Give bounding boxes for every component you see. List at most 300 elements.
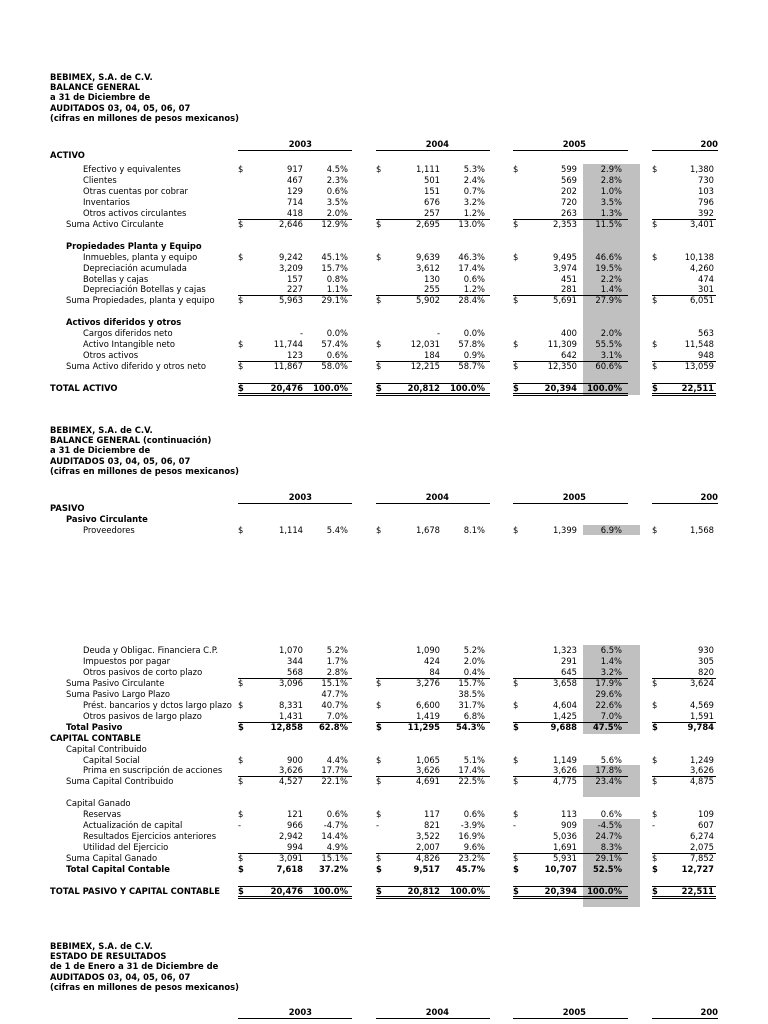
cell-value: 10,707 <box>544 864 577 874</box>
currency-symbol: $ <box>376 361 382 372</box>
cell-percent: 14.4% <box>321 831 348 842</box>
cell-value: 1,431 <box>279 710 303 721</box>
currency-symbol: $ <box>376 218 382 229</box>
currency-symbol: $ <box>652 699 658 710</box>
row-label: Suma Capital Contribuido <box>66 776 174 787</box>
cell-percent: 3.5% <box>326 196 348 207</box>
cell-value: 12,031 <box>410 339 440 350</box>
cell-percent: 47.5% <box>592 721 622 732</box>
resultados-year-200: 200 <box>700 1007 718 1017</box>
currency-symbol: $ <box>652 383 658 393</box>
cell-value: 129 <box>287 185 303 196</box>
row-label: Suma Pasivo Circulante <box>66 677 165 688</box>
section-title: ACTIVO <box>50 150 85 160</box>
cell-value: 227 <box>287 284 303 295</box>
header-units: (cifras en millones de pesos mexicanos) <box>50 981 239 992</box>
header-company: BEBIMEX, S.A. de C.V. <box>50 941 153 951</box>
cell-percent: 6.8% <box>463 710 485 721</box>
sum-rule <box>513 776 628 777</box>
row-label: Prést. bancarios y dctos largo plazo <box>83 699 232 710</box>
currency-symbol: $ <box>376 853 382 864</box>
currency-symbol: $ <box>652 853 658 864</box>
currency-symbol: $ <box>238 339 244 350</box>
sum-rule <box>513 886 628 887</box>
cell-value: 4,569 <box>690 699 714 710</box>
sum-rule <box>238 678 352 679</box>
cell-percent: 100.0% <box>450 383 485 393</box>
row-label: Suma Propiedades, planta y equipo <box>66 295 215 306</box>
cell-value: 1,419 <box>416 710 440 721</box>
sum-rule <box>652 678 716 679</box>
sum-rule <box>238 853 352 854</box>
total-rule <box>238 898 352 899</box>
cell-value: 9,688 <box>550 721 577 732</box>
cell-percent: 0.6% <box>326 350 348 361</box>
resultados-year-rule <box>376 1018 490 1019</box>
cell-percent: 9.6% <box>463 842 485 853</box>
currency-symbol: $ <box>238 383 244 393</box>
cell-value: 5,902 <box>416 295 440 306</box>
cell-percent: 45.1% <box>321 251 348 262</box>
currency-symbol: $ <box>376 864 382 874</box>
cell-value: 11,867 <box>273 361 303 372</box>
row-label: Otras cuentas por cobrar <box>83 185 188 196</box>
header-title: BALANCE GENERAL (continuación) <box>50 435 212 446</box>
cell-value: - <box>299 328 303 339</box>
cell-value: 474 <box>698 273 714 284</box>
cell-value: 3,626 <box>690 765 714 776</box>
currency-symbol: $ <box>513 699 519 710</box>
cell-percent: 62.8% <box>318 721 348 732</box>
cell-value: 4,604 <box>553 699 577 710</box>
currency-symbol: $ <box>376 776 382 787</box>
sum-rule <box>376 776 490 777</box>
activo-year-rule <box>652 150 718 151</box>
cell-value: 157 <box>287 273 303 284</box>
row-label: Prima en suscripción de acciones <box>83 765 223 776</box>
sum-rule <box>376 886 490 887</box>
cell-value: 10,138 <box>684 251 714 262</box>
cell-value: 820 <box>698 666 714 677</box>
pasivo-year-rule <box>376 503 490 504</box>
currency-symbol: $ <box>513 809 519 820</box>
currency-symbol: $ <box>376 699 382 710</box>
cell-percent: 29.1% <box>595 853 622 864</box>
header-title: BALANCE GENERAL <box>50 82 141 93</box>
cell-value: 3,624 <box>690 677 714 688</box>
cell-percent: 3.5% <box>600 196 622 207</box>
cell-value: 4,691 <box>416 776 440 787</box>
activo-year-rule <box>513 150 628 151</box>
currency-symbol: $ <box>238 164 244 174</box>
cell-value: 9,495 <box>553 251 577 262</box>
header-date: a 31 de Diciembre de <box>50 92 151 103</box>
sum-rule <box>238 722 352 723</box>
currency-symbol: $ <box>513 164 519 174</box>
sum-rule <box>652 383 716 384</box>
cell-percent: 60.6% <box>595 361 622 372</box>
cell-percent: 3.2% <box>463 196 485 207</box>
header-audited: AUDITADOS 03, 04, 05, 06, 07 <box>50 455 191 466</box>
cell-percent: 7.0% <box>326 710 348 721</box>
cell-value: 1,065 <box>416 754 440 765</box>
row-label: Otros activos <box>83 350 139 361</box>
sum-rule <box>376 219 490 220</box>
cell-percent: 100.0% <box>587 383 622 393</box>
currency-symbol: $ <box>238 218 244 229</box>
row-label: Inmuebles, planta y equipo <box>83 251 198 262</box>
row-label: Activos diferidos y otros <box>66 317 182 328</box>
cell-value: 607 <box>698 820 714 831</box>
cell-value: 796 <box>698 196 714 207</box>
sum-rule <box>513 219 628 220</box>
cell-value: 2,075 <box>690 842 714 853</box>
sum-rule <box>376 678 490 679</box>
currency-symbol: $ <box>513 754 519 765</box>
sum-rule <box>652 361 716 362</box>
cell-value: 1,090 <box>416 645 440 655</box>
cell-percent: 13.0% <box>458 218 485 229</box>
row-label: Clientes <box>83 174 117 185</box>
cell-value: 4,260 <box>690 262 714 273</box>
cell-value: 3,626 <box>553 765 577 776</box>
cell-value: 7,852 <box>690 853 714 864</box>
cell-percent: 17.4% <box>458 262 485 273</box>
cell-percent: 2.8% <box>600 174 622 185</box>
currency-symbol: $ <box>376 251 382 262</box>
cell-percent: 0.6% <box>600 809 622 820</box>
cell-percent: 0.6% <box>463 809 485 820</box>
currency-symbol: $ <box>238 864 244 874</box>
cell-percent: 29.6% <box>595 688 622 699</box>
row-label: Propiedades Planta y Equipo <box>66 240 202 251</box>
cell-value: 1,149 <box>553 754 577 765</box>
cell-percent: 5.1% <box>463 754 485 765</box>
cell-value: 720 <box>561 196 577 207</box>
row-label: Suma Activo diferido y otros neto <box>66 361 207 372</box>
cell-percent: 5.2% <box>463 645 485 655</box>
cell-value: 1,568 <box>690 525 714 535</box>
currency-symbol: $ <box>652 721 658 732</box>
row-label: Otros pasivos de corto plazo <box>83 666 203 677</box>
cell-value: 418 <box>287 207 303 218</box>
cell-value: 22,511 <box>681 885 714 896</box>
sum-rule <box>238 361 352 362</box>
row-label: Otros pasivos de largo plazo <box>83 710 202 721</box>
cell-percent: 58.0% <box>321 361 348 372</box>
cell-value: 20,394 <box>544 885 577 896</box>
row-label: Actualización de capital <box>83 820 183 831</box>
cell-value: 4,826 <box>416 853 440 864</box>
activo-year-2004: 2004 <box>425 139 449 149</box>
currency-symbol: $ <box>376 525 382 535</box>
cell-percent: 2.0% <box>326 207 348 218</box>
currency-symbol: $ <box>513 525 519 535</box>
cell-value: 4,875 <box>690 776 714 787</box>
sum-rule <box>652 295 716 296</box>
cell-value: 291 <box>561 655 577 666</box>
currency-symbol: $ <box>513 218 519 229</box>
currency-symbol: $ <box>376 339 382 350</box>
row-label: Impuestos por pagar <box>83 655 171 666</box>
row-label: TOTAL ACTIVO <box>50 383 118 393</box>
cell-value: 3,209 <box>279 262 303 273</box>
cell-value: 1,425 <box>553 710 577 721</box>
cell-percent: 8.1% <box>463 525 485 535</box>
cell-value: 1,114 <box>279 525 303 535</box>
row-label: Capital Contribuido <box>66 743 147 754</box>
header-date: de 1 de Enero a 31 de Diciembre de <box>50 961 219 972</box>
cell-percent: 16.9% <box>458 831 485 842</box>
cell-value: 305 <box>698 655 714 666</box>
pasivo-year-2004: 2004 <box>425 492 449 502</box>
cell-value: 84 <box>429 666 440 677</box>
cell-value: 109 <box>698 809 714 820</box>
cell-value: 3,974 <box>553 262 577 273</box>
cell-value: 2,353 <box>553 218 577 229</box>
row-label: Total Pasivo <box>66 721 123 732</box>
sum-rule <box>652 853 716 854</box>
sum-rule <box>513 853 628 854</box>
cell-percent: 5.4% <box>326 525 348 535</box>
cell-percent: 40.7% <box>321 699 348 710</box>
header-units: (cifras en millones de pesos mexicanos) <box>50 112 239 123</box>
row-label: Suma Pasivo Largo Plazo <box>66 688 171 699</box>
currency-symbol: $ <box>652 864 658 874</box>
cell-value: 966 <box>287 820 303 831</box>
cell-value: 714 <box>287 196 303 207</box>
cell-percent: 19.5% <box>595 262 622 273</box>
header-audited: AUDITADOS 03, 04, 05, 06, 07 <box>50 102 191 113</box>
cell-value: 344 <box>287 655 303 666</box>
cell-percent: 1.0% <box>600 185 622 196</box>
row-label: TOTAL PASIVO Y CAPITAL CONTABLE <box>50 885 220 896</box>
cell-percent: 27.9% <box>595 295 622 306</box>
cell-value: 184 <box>424 350 440 361</box>
currency-symbol: $ <box>238 754 244 765</box>
cell-value: 599 <box>561 164 577 174</box>
cell-percent: 3.2% <box>600 666 622 677</box>
currency-symbol: $ <box>238 885 244 896</box>
cell-value: 3,096 <box>279 677 303 688</box>
currency-symbol: $ <box>652 776 658 787</box>
row-label: Efectivo y equivalentes <box>83 164 181 174</box>
cell-percent: 15.7% <box>458 677 485 688</box>
currency-symbol: $ <box>238 809 244 820</box>
row-label: Utilidad del Ejercicio <box>83 842 169 853</box>
cell-percent: 100.0% <box>450 885 485 896</box>
cell-percent: 1.3% <box>600 207 622 218</box>
currency-symbol: $ <box>238 525 244 535</box>
cell-value: 11,548 <box>684 339 714 350</box>
pasivo-year-200: 200 <box>700 492 718 502</box>
cell-value: 501 <box>424 174 440 185</box>
currency-symbol: $ <box>513 383 519 393</box>
activo-year-rule <box>376 150 490 151</box>
cell-percent: 46.3% <box>458 251 485 262</box>
pasivo-year-2003: 2003 <box>288 492 312 502</box>
cell-value: 821 <box>424 820 440 831</box>
total-rule <box>652 896 716 897</box>
resultados-year-2003: 2003 <box>288 1007 312 1017</box>
cell-percent: -3.9% <box>460 820 485 831</box>
cell-percent: 23.2% <box>458 853 485 864</box>
cell-percent: 1.4% <box>600 284 622 295</box>
cell-value: 917 <box>287 164 303 174</box>
cell-value: 20,394 <box>544 383 577 393</box>
currency-symbol: $ <box>376 754 382 765</box>
cell-value: 676 <box>424 196 440 207</box>
cell-value: 22,511 <box>681 383 714 393</box>
total-rule <box>238 395 352 396</box>
cell-value: 12,727 <box>681 864 714 874</box>
pasivo-year-rule <box>513 503 628 504</box>
currency-symbol: $ <box>513 885 519 896</box>
cell-percent: 0.6% <box>326 809 348 820</box>
cell-value: 994 <box>287 842 303 853</box>
total-rule <box>513 898 628 899</box>
cell-value: 563 <box>698 328 714 339</box>
currency-symbol: $ <box>652 809 658 820</box>
sum-rule <box>652 219 716 220</box>
currency-symbol: $ <box>652 754 658 765</box>
currency-symbol: $ <box>652 251 658 262</box>
cell-value: 9,517 <box>413 864 440 874</box>
cell-value: 400 <box>561 328 577 339</box>
cell-value: 151 <box>424 185 440 196</box>
cell-percent: 24.7% <box>595 831 622 842</box>
cell-percent: 0.0% <box>326 328 348 339</box>
row-label: Resultados Ejercicios anteriores <box>83 831 217 842</box>
cell-percent: 2.8% <box>326 666 348 677</box>
cell-value: 12,215 <box>410 361 440 372</box>
cell-percent: 1.2% <box>463 207 485 218</box>
currency-symbol: $ <box>238 776 244 787</box>
cell-value: 113 <box>561 809 577 820</box>
cell-percent: 1.7% <box>326 655 348 666</box>
cell-value: 2,646 <box>279 218 303 229</box>
row-label: Cargos diferidos neto <box>83 328 173 339</box>
total-rule <box>376 395 490 396</box>
cell-percent: 58.7% <box>458 361 485 372</box>
total-rule <box>238 393 352 394</box>
currency-symbol: $ <box>376 677 382 688</box>
cell-value: 5,036 <box>553 831 577 842</box>
cell-value: 900 <box>287 754 303 765</box>
cell-value: 301 <box>698 284 714 295</box>
pasivo-year-2005: 2005 <box>562 492 586 502</box>
currency-symbol: $ <box>238 699 244 710</box>
cell-percent: 0.8% <box>326 273 348 284</box>
sum-rule <box>513 383 628 384</box>
currency-symbol: $ <box>238 677 244 688</box>
cell-value: 263 <box>561 207 577 218</box>
sum-rule <box>652 886 716 887</box>
total-rule <box>652 395 716 396</box>
currency-symbol: $ <box>376 383 382 393</box>
cell-value: 424 <box>424 655 440 666</box>
cell-value: 909 <box>561 820 577 831</box>
cell-percent: 57.8% <box>458 339 485 350</box>
cell-percent: 28.4% <box>458 295 485 306</box>
row-label: Suma Capital Ganado <box>66 853 158 864</box>
cell-value: 1,070 <box>279 645 303 655</box>
cell-value: 645 <box>561 666 577 677</box>
cell-value: 930 <box>698 645 714 655</box>
currency-symbol: - <box>238 820 242 831</box>
cell-value: 117 <box>424 809 440 820</box>
row-label: CAPITAL CONTABLE <box>50 732 141 743</box>
cell-percent: 45.7% <box>455 864 485 874</box>
cell-percent: 100.0% <box>313 383 348 393</box>
cell-value: 20,812 <box>407 885 440 896</box>
currency-symbol: $ <box>652 525 658 535</box>
cell-value: 2,695 <box>416 218 440 229</box>
cell-percent: 5.2% <box>326 645 348 655</box>
cell-value: 4,775 <box>553 776 577 787</box>
activo-year-rule <box>238 150 352 151</box>
cell-value: 451 <box>561 273 577 284</box>
cell-value: 6,274 <box>690 831 714 842</box>
cell-percent: 0.6% <box>463 273 485 284</box>
header-units: (cifras en millones de pesos mexicanos) <box>50 465 239 476</box>
cell-value: 20,812 <box>407 383 440 393</box>
cell-value: 1,399 <box>553 525 577 535</box>
cell-percent: 22.1% <box>321 776 348 787</box>
sum-rule <box>238 776 352 777</box>
cell-value: 392 <box>698 207 714 218</box>
cell-percent: 4.4% <box>326 754 348 765</box>
subsection-title: Pasivo Circulante <box>66 514 148 524</box>
sum-rule <box>238 295 352 296</box>
cell-percent: 38.5% <box>458 688 485 699</box>
total-rule <box>376 393 490 394</box>
cell-percent: 7.0% <box>600 710 622 721</box>
total-rule <box>513 395 628 396</box>
cell-percent: 47.7% <box>321 688 348 699</box>
cell-value: 569 <box>561 174 577 185</box>
cell-percent: 1.4% <box>600 655 622 666</box>
cell-percent: 52.5% <box>592 864 622 874</box>
cell-value: 2,942 <box>279 831 303 842</box>
cell-value: 3,612 <box>416 262 440 273</box>
cell-value: 3,401 <box>690 218 714 229</box>
resultados-year-rule <box>238 1018 352 1019</box>
cell-percent: -4.7% <box>323 820 348 831</box>
sum-rule <box>376 361 490 362</box>
cell-percent: 6.9% <box>600 525 622 535</box>
total-rule <box>376 898 490 899</box>
cell-percent: 2.4% <box>463 174 485 185</box>
row-label: Suma Activo Circulante <box>66 218 164 229</box>
currency-symbol: $ <box>238 251 244 262</box>
cell-value: 12,858 <box>270 721 303 732</box>
cell-percent: 12.9% <box>321 218 348 229</box>
sum-rule <box>238 219 352 220</box>
currency-symbol: - <box>376 820 380 831</box>
resultados-year-rule <box>513 1018 628 1019</box>
resultados-year-2005: 2005 <box>562 1007 586 1017</box>
cell-value: 121 <box>287 809 303 820</box>
cell-value: 5,691 <box>553 295 577 306</box>
total-rule <box>652 393 716 394</box>
cell-value: 2,007 <box>416 842 440 853</box>
cell-percent: 15.1% <box>321 853 348 864</box>
cell-value: 1,678 <box>416 525 440 535</box>
cell-value: 1,380 <box>690 164 714 174</box>
cell-value: 12,350 <box>547 361 577 372</box>
currency-symbol: $ <box>513 251 519 262</box>
